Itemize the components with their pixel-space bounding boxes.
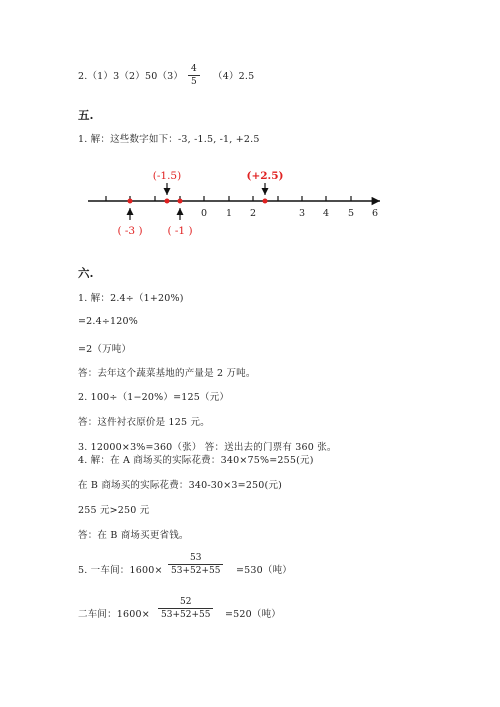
tick-label-3: 3 <box>298 208 306 219</box>
fraction-numerator: 53 <box>190 553 202 563</box>
fraction-numerator: 52 <box>180 597 192 607</box>
answer-6-5-workshop1-prefix: 5. 一车间：1600× <box>78 565 163 576</box>
label-neg1: ( -1 ) <box>167 225 193 237</box>
answer-6-4-line2: 在 B 商场买的实际花费：340-30×3=250(元) <box>78 480 283 491</box>
answer-6-3: 3. 12000×3%=360（张） 答：送出去的门票有 360 张。 <box>78 442 337 453</box>
point-pos25 <box>263 199 268 204</box>
answer-6-4-line1: 4. 解：在 A 商场买的实际花费：340×75%=255(元) <box>78 455 314 466</box>
fraction-denominator: 53+52+55 <box>168 564 223 576</box>
answer-6-4-line3: 255 元>250 元 <box>78 505 150 516</box>
fraction-workshop1 <box>168 553 223 576</box>
answer-q2-suffix: （4）2.5 <box>213 71 255 82</box>
point-neg1 <box>178 199 183 204</box>
answer-6-5-workshop1-result: =530（吨） <box>236 565 292 576</box>
section-heading-6: 六. <box>78 266 94 280</box>
answer-6-5-workshop2-result: =520（吨） <box>225 609 281 620</box>
section-heading-5: 五. <box>78 108 94 122</box>
fraction-workshop2 <box>158 597 213 620</box>
number-line-figure <box>0 162 500 252</box>
point-neg3 <box>128 199 133 204</box>
tick-label-0: 0 <box>200 208 208 219</box>
tick-label-1: 1 <box>225 208 233 219</box>
point-neg15 <box>165 199 170 204</box>
label-pos25: (+2.5) <box>246 170 284 182</box>
answer-6-2-line1: 2. 100÷（1−20%）=125（元） <box>78 392 230 403</box>
label-neg3: ( -3 ) <box>117 225 143 237</box>
answer-6-5-workshop2-prefix: 二车间：1600× <box>78 609 150 620</box>
fraction-denominator: 53+52+55 <box>158 608 213 620</box>
number-line-ticks <box>106 196 351 201</box>
fraction-four-fifths <box>188 64 200 87</box>
tick-label-5: 5 <box>347 208 355 219</box>
answer-5-1: 1. 解：这些数字如下：-3, -1.5, -1, +2.5 <box>78 134 260 145</box>
tick-label-4: 4 <box>322 208 330 219</box>
fraction-numerator: 4 <box>191 64 197 74</box>
label-neg15: (-1.5) <box>152 170 182 182</box>
answer-6-1-conclusion: 答：去年这个蔬菜基地的产量是 2 万吨。 <box>78 368 256 379</box>
tick-label-6: 6 <box>371 208 379 219</box>
answer-6-1-line2: =2.4÷120% <box>78 316 138 327</box>
tick-label-2: 2 <box>249 208 257 219</box>
answer-6-4-conclusion: 答：在 B 商场买更省钱。 <box>78 530 189 541</box>
answer-6-2-conclusion: 答：这件衬衣原价是 125 元。 <box>78 417 210 428</box>
answer-q2-prefix: 2.（1）3（2）50（3） <box>78 71 184 82</box>
fraction-denominator: 5 <box>188 75 200 87</box>
answer-6-1-line3: =2（万吨） <box>78 344 132 355</box>
answer-6-1-line1: 1. 解：2.4÷（1+20%) <box>78 293 184 304</box>
